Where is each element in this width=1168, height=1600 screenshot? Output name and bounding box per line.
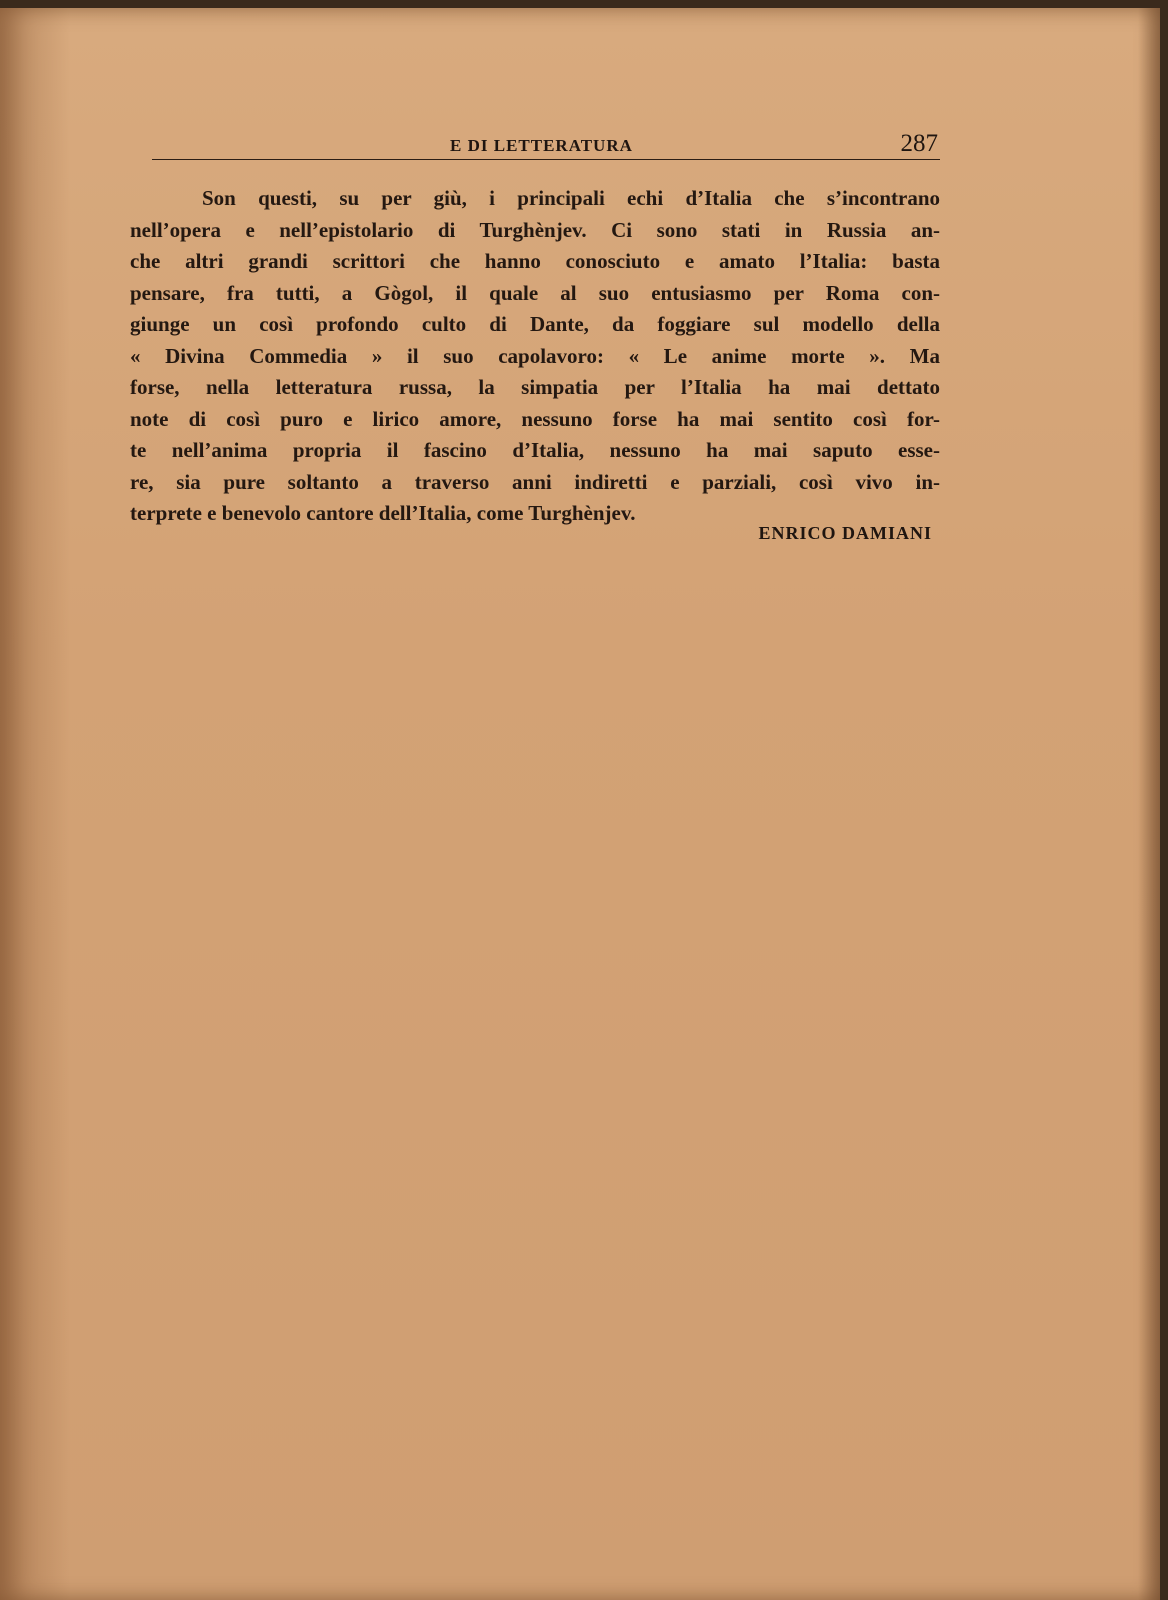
- text-line: pensare, fra tutti, a Gògol, il quale al suo entusiasmo per Roma con-: [130, 280, 940, 305]
- text-line: che altri grandi scrittori che hanno conosciuto e amato l’Italia: basta: [130, 249, 940, 273]
- body-paragraph: [130, 183, 940, 530]
- page-edge-stain: [0, 8, 70, 1600]
- text-line: Son questi, su per giù, i principali echi d’Italia che s’incontrano: [202, 186, 940, 210]
- text-line: terprete e benevolo cantore dell’Italia, come Turghènjev.: [130, 501, 636, 525]
- text-line: note di così puro e lirico amore, nessuno forse ha mai sentito così for-: [130, 406, 940, 431]
- author-signature: ENRICO DAMIANI: [758, 523, 932, 543]
- running-header: [152, 130, 940, 166]
- text-line: te nell’anima propria il fascino d’Italia, nessuno ha mai saputo esse-: [130, 438, 940, 462]
- text-line: nell’opera e nell’epistolario di Turghènjev. Ci sono stati in Russia an-: [130, 217, 940, 242]
- header-rule: [152, 159, 940, 160]
- text-line: giunge un così profondo culto di Dante, da foggiare sul modello della: [130, 312, 940, 336]
- page-right-edge: [1138, 8, 1160, 1600]
- book-page: [0, 8, 1160, 1600]
- text-line: forse, nella letteratura russa, la simpatia per l’Italia ha mai dettato: [130, 375, 940, 399]
- page-number: 287: [900, 130, 938, 157]
- text-line: « Divina Commedia » il suo capolavoro: « Le anime morte ». Ma: [130, 343, 940, 368]
- running-title: E DI LETTERATURA: [450, 136, 633, 155]
- text-line: re, sia pure soltanto a traverso anni indiretti e parziali, così vivo in-: [130, 469, 940, 494]
